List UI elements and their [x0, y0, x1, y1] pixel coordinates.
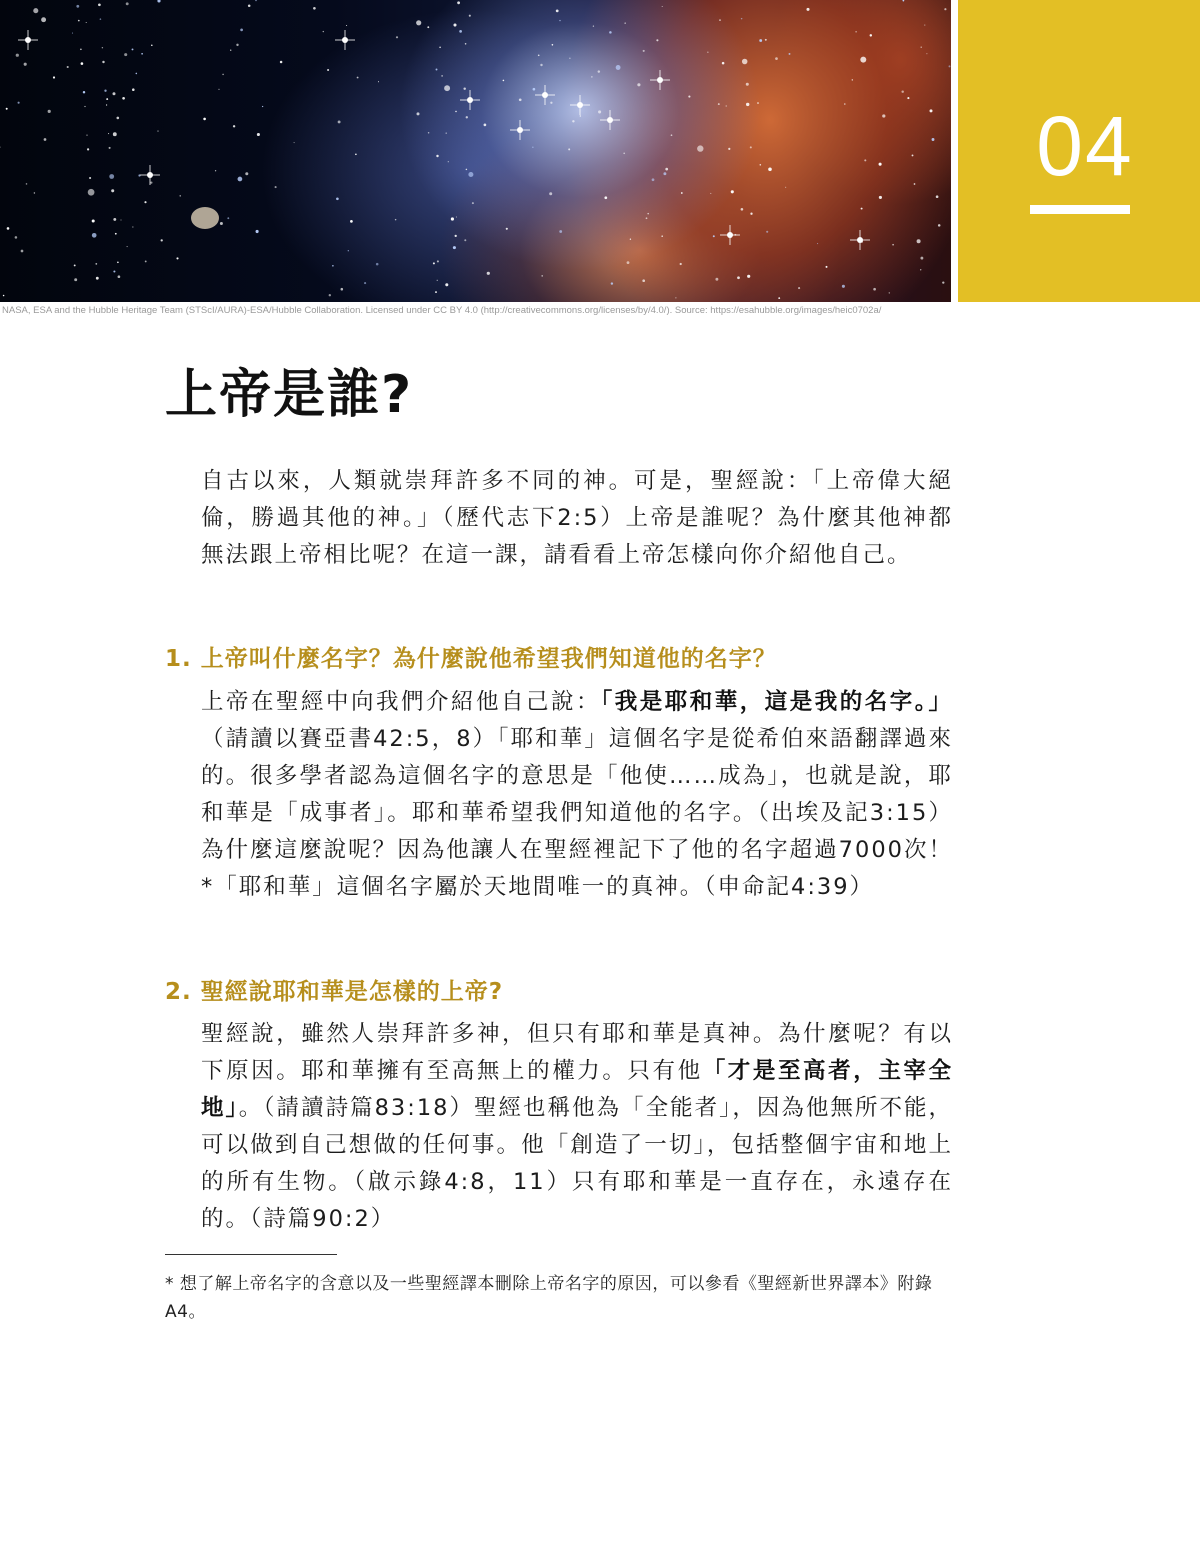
- page-title: 上帝是誰?: [165, 365, 414, 425]
- answer-1-rest: （請讀以賽亞書42:5，8）「耶和華」這個名字是從希伯來語翻譯過來的。很多學者認為這個名字的意思是「他使……成為」，也就是說，耶和華是「成事者」。耶和華希望我們知道他的名字。（出埃及記3:15）為什麼這麼說呢？因為他讓人在聖經裡記下了他的名字超過7000次！*「耶和華」這個名字屬於天地間唯一的真神。（申命記4:39）: [201, 726, 953, 900]
- answer-1-bold: 「我是耶和華，這是我的名字。」: [600, 689, 953, 715]
- image-credit: NASA, ESA and the Hubble Heritage Team (STScI/AURA)-ESA/Hubble Collaboration. Licensed under CC BY 4.0 (http://creativecommons.org/licenses/by/4.0/). Source: https://esahubble.org/images/heic0702a/: [2, 305, 882, 316]
- answer-2-paragraph: [201, 1016, 953, 1238]
- footnote-divider: [165, 1254, 337, 1255]
- intro-paragraph: 自古以來，人類就崇拜許多不同的神。可是，聖經說：「上帝偉大絕倫，勝過其他的神。」（歷代志下2:5）上帝是誰呢？為什麼其他神都無法跟上帝相比呢？在這一課，請看看上帝怎樣向你介紹他自己。: [201, 468, 953, 568]
- answer-1-paragraph: [201, 684, 953, 906]
- footnote: * 想了解上帝名字的含意以及一些聖經譯本刪除上帝名字的原因，可以參看《聖經新世界譯本》附錄A4。: [165, 1274, 933, 1322]
- answer-2-rest: 。（請讀詩篇83:18）聖經也稱他為「全能者」，因為他無所不能，可以做到自己想做的任何事。他「創造了一切」，包括整個宇宙和地上的所有生物。（啟示錄4:8，11）只有耶和華是一直存在，永遠存在的。（詩篇90:2）: [201, 1095, 953, 1232]
- star-field: [0, 0, 951, 302]
- question-1-heading: 1. 上帝叫什麼名字？為什麼說他希望我們知道他的名字？: [165, 646, 777, 672]
- question-2-heading: 2. 聖經說耶和華是怎樣的上帝?: [165, 979, 504, 1005]
- lesson-badge: [958, 0, 1200, 302]
- answer-2-bold: 「才是至高者，主宰全地」: [201, 1058, 953, 1121]
- answer-1-lead: 上帝在聖經中向我們介紹他自己說：: [201, 689, 601, 715]
- hero-image: [0, 0, 951, 302]
- answer-2-lead: 聖經說，雖然人崇拜許多神，但只有耶和華是真神。為什麼呢？有以下原因。耶和華擁有至高無上的權力。只有他: [201, 1021, 953, 1084]
- badge-underline: [1030, 205, 1130, 214]
- lesson-number: 04: [1036, 99, 1134, 193]
